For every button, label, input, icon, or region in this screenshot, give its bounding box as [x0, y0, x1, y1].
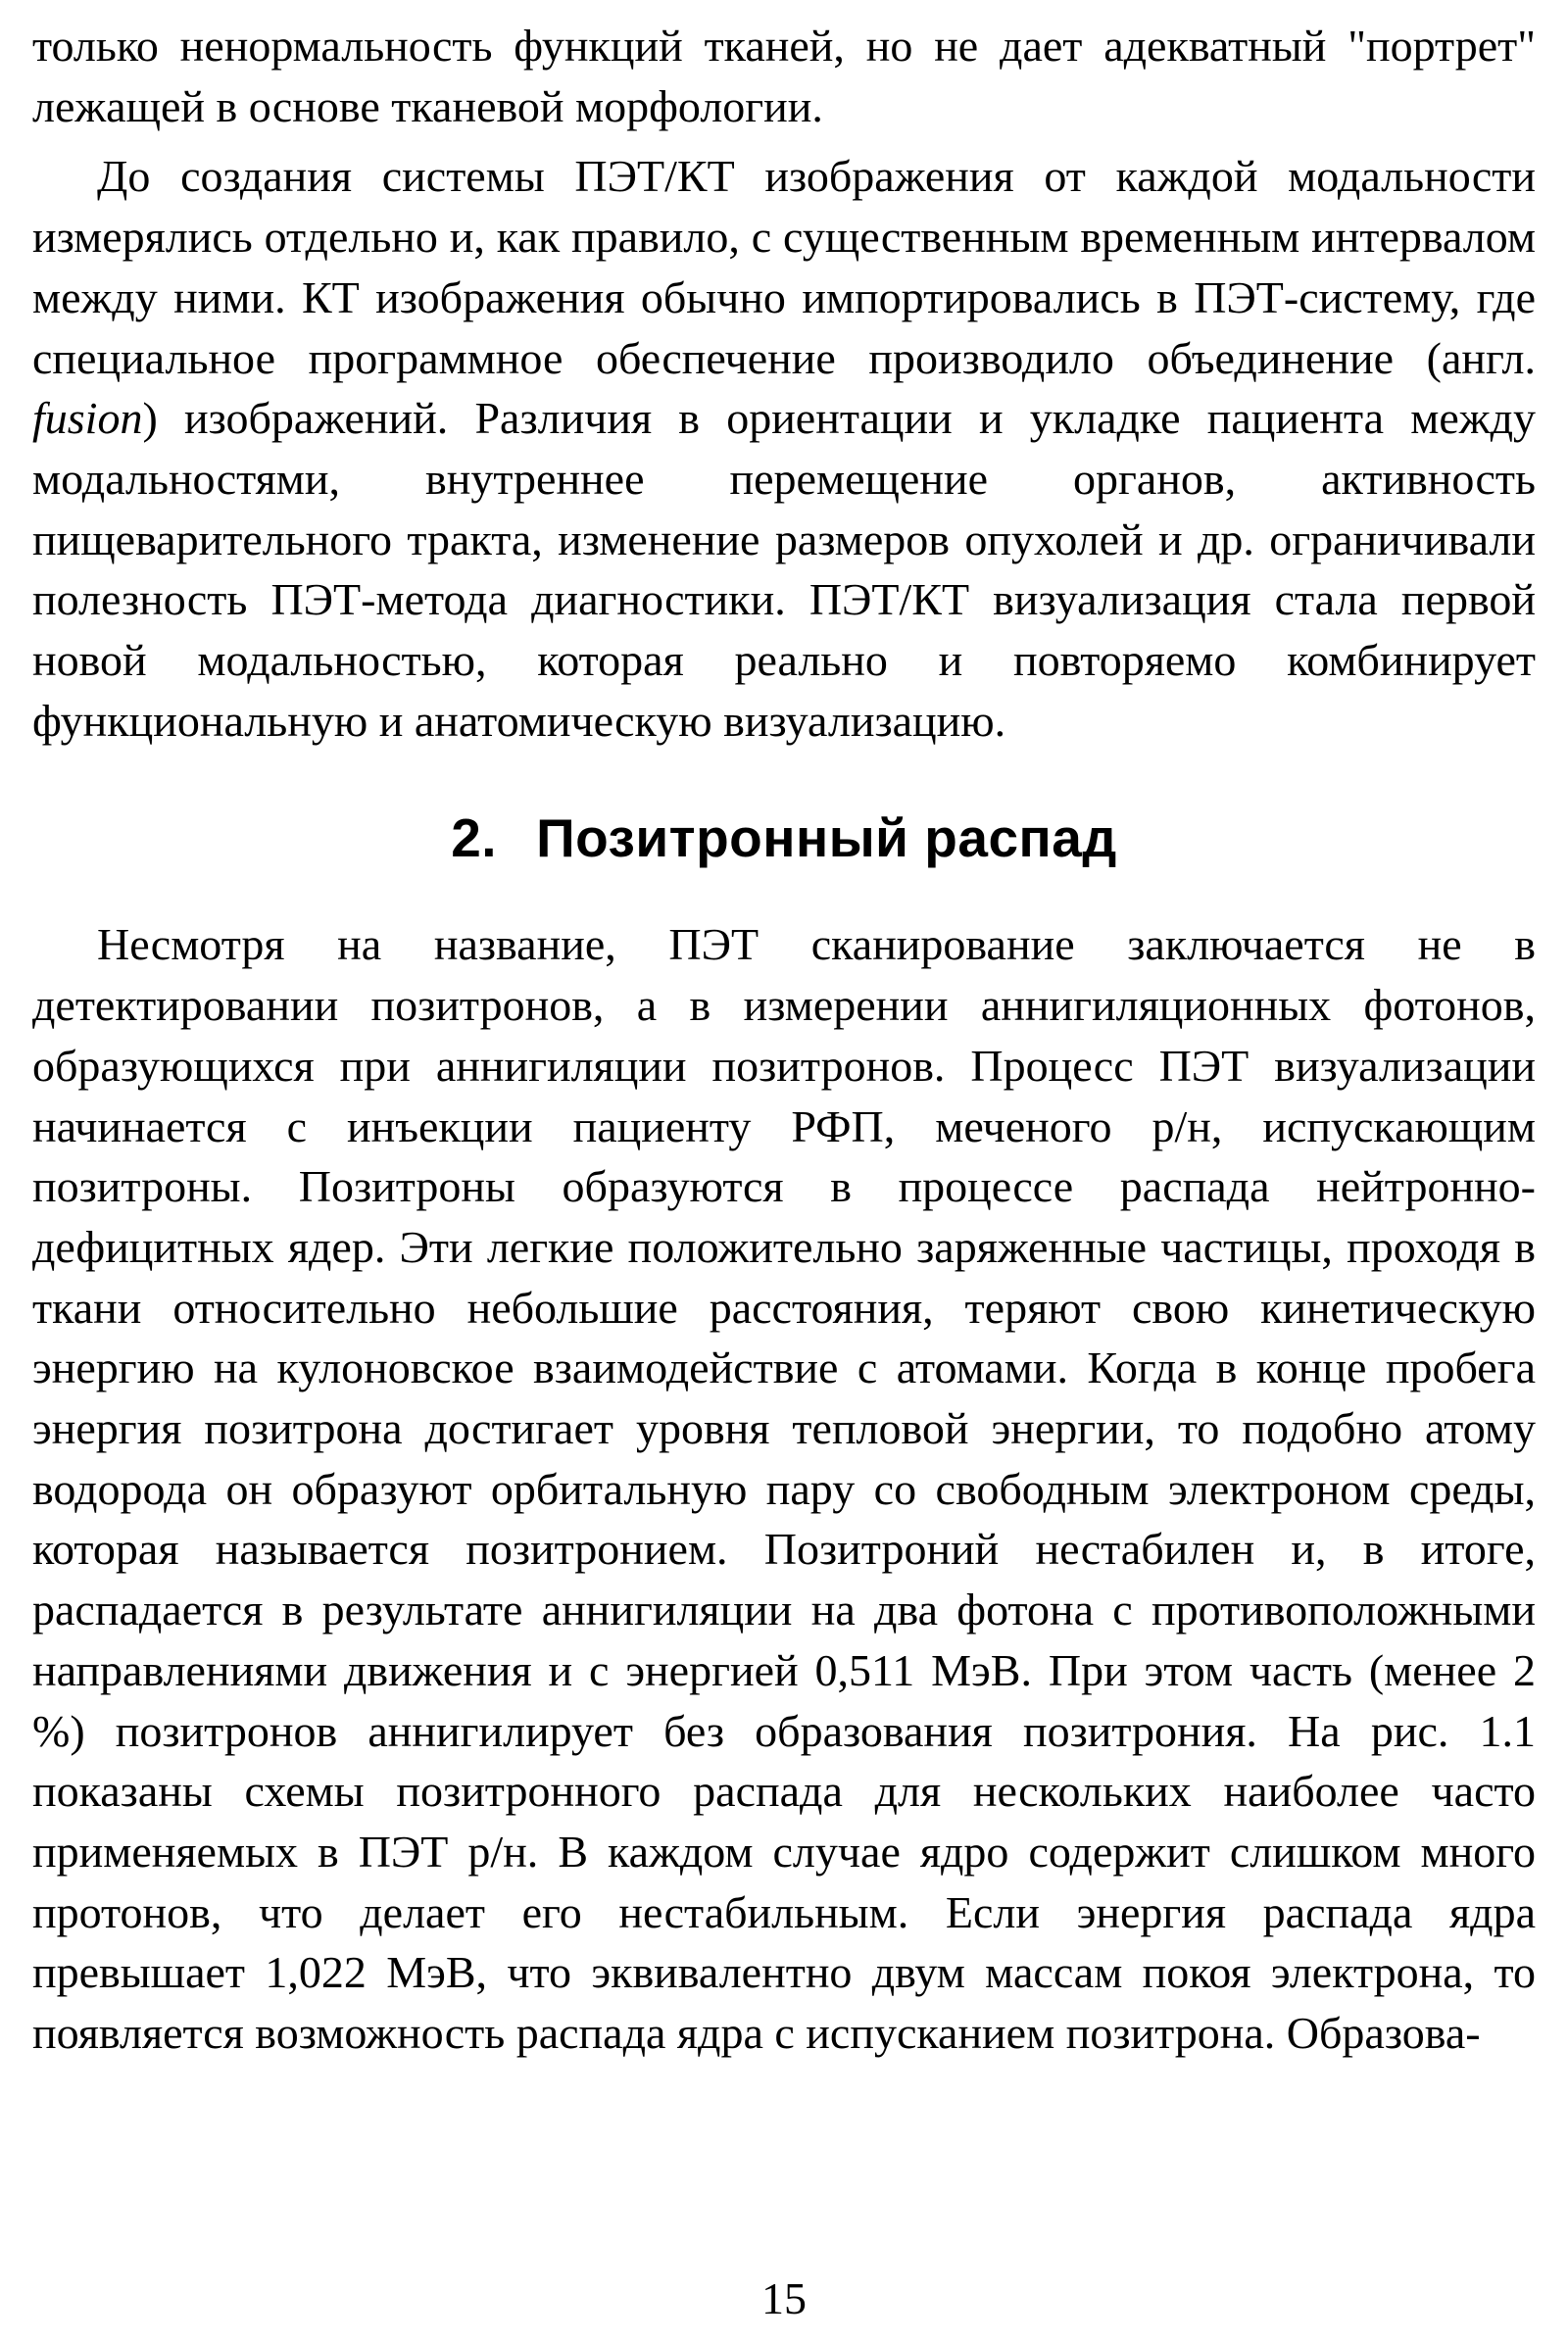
document-page [32, 0, 1536, 2342]
section-heading [32, 789, 1536, 914]
paragraph-text-before-term: До создания системы ПЭТ/КТ изображения от каждой модальности измерялись отдельно и, как правило, с существенным временным интервалом между ними. КТ изображения обычно импортировались в ПЭТ-систему, где специальное программное обеспечение производило объединение (англ. [32, 151, 1536, 383]
paragraph-continuation: только ненормальность функций тканей, но не дает адекватный "портрет" лежащей в основе тканевой морфологии. [32, 21, 1536, 131]
fusion-term: fusion [32, 393, 143, 444]
page-number: 15 [761, 2273, 807, 2323]
section-title: Позитронный распад [536, 807, 1117, 869]
paragraph-text-after-term: ) изображений. Различия в ориентации и укладке пациента между модальностями, внутреннее перемещение органов, активность пищеварительного тракта, изменение размеров опухолей и др. ограничивали полезность ПЭТ-метода диагностики. ПЭТ/КТ визуализация стала первой новой модальностью, которая реально и повторяемо комбинирует функциональную и анатомическую визуализацию. [32, 393, 1536, 746]
paragraph-positron-decay: Несмотря на название, ПЭТ сканирование заключается не в детектировании позитронов, а в измерении аннигиляционных фотонов, образующихся при аннигиляции позитронов. Процесс ПЭТ визуализации начинается с инъекции пациенту РФП, меченого р/н, испускающим позитроны. Позитроны образуются в процессе распада нейтронно-дефицитных ядер. Эти легкие положительно заряженные частицы, проходя в ткани относительно небольшие расстояния, теряют свою кинетическую энергию на кулоновское взаимодействие с атомами. Когда в конце пробега энергия позитрона достигает уровня тепловой энергии, то подобно атому водорода он образуют орбитальную пару со свободным электроном среды, которая называется позитронием. Позитроний нестабилен и, в итоге, распадается в результате аннигиляции на два фотона с противоположными направлениями движения и с энергией 0,511 МэВ. При этом часть (менее 2 %) позитронов аннигилирует без образования позитрония. На рис. 1.1 показаны схемы позитронного распада для нескольких наиболее часто применяемых в ПЭТ р/н. В каждом случае ядро содержит слишком много протонов, что делает его нестабильным. Если энергия распада ядра превышает 1,022 МэВ, что эквивалентно двум массам покоя электрона, то появляется возможность распада ядра с испусканием позитрона. Образова- [32, 919, 1536, 2059]
paragraph-pet-ct-history [32, 146, 1536, 751]
section-number: 2. [451, 807, 498, 869]
